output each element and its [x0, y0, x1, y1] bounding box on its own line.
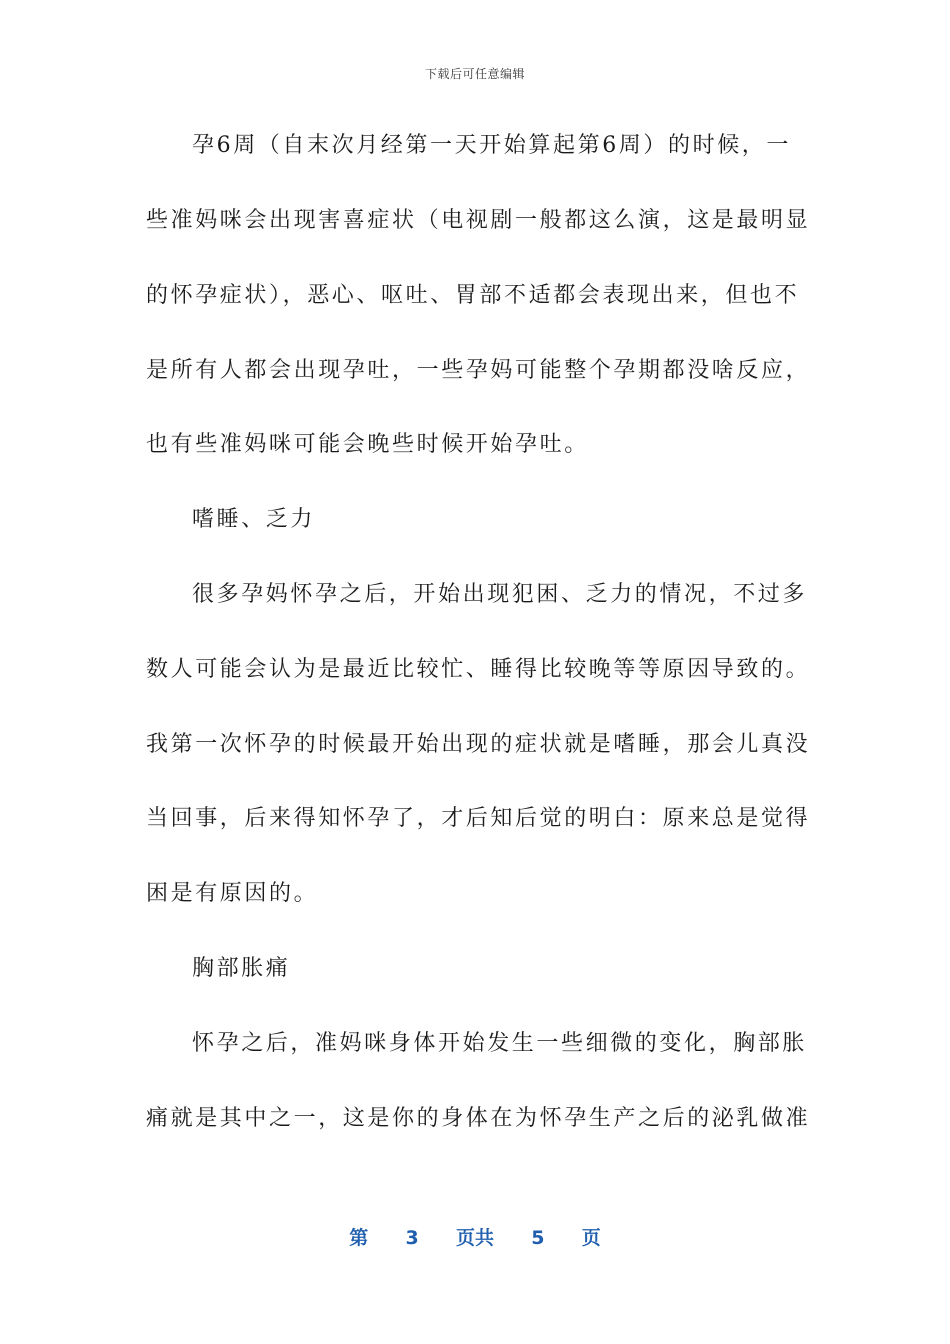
- total-pages-number: 5: [531, 1227, 545, 1249]
- section-heading: 嗜睡、乏力: [192, 507, 316, 532]
- paragraph-line: 怀孕之后，准妈咪身体开始发生一些细微的变化，胸部胀: [192, 1031, 808, 1056]
- paragraph-line: 当回事，后来得知怀孕了，才后知后觉的明白：原来总是觉得: [146, 806, 811, 831]
- page-number-prefix: 第: [349, 1227, 369, 1249]
- paragraph-line: 困是有原因的。: [146, 881, 319, 906]
- paragraph-line: 的怀孕症状），恶心、呕吐、胃部不适都会表现出来，但也不: [146, 283, 800, 308]
- paragraph-line: 孕6周（自末次月经第一天开始算起第6周）的时候，一: [192, 133, 791, 158]
- page-header: 下载后可任意编辑: [424, 67, 525, 81]
- paragraph-line: 我第一次怀孕的时候最开始出现的症状就是嗜睡，那会儿真没: [146, 732, 811, 757]
- page-footer: [0, 1225, 950, 1251]
- section-heading: 胸部胀痛: [192, 956, 291, 981]
- paragraph-line: 也有些准妈咪可能会晚些时候开始孕吐。: [146, 432, 589, 457]
- paragraph-line: 是所有人都会出现孕吐，一些孕妈可能整个孕期都没啥反应，: [146, 358, 811, 383]
- paragraph-line: 痛就是其中之一，这是你的身体在为怀孕生产之后的泌乳做准: [146, 1106, 811, 1131]
- page-number-suffix: 页: [581, 1227, 601, 1249]
- page-number-middle: 页共: [455, 1227, 494, 1249]
- paragraph-line: 数人可能会认为是最近比较忙、睡得比较晚等等原因导致的。: [146, 657, 811, 682]
- paragraph-line: 些准妈咪会出现害喜症状（电视剧一般都这么演，这是最明显: [146, 208, 811, 233]
- paragraph-line: 很多孕妈怀孕之后，开始出现犯困、乏力的情况，不过多: [192, 582, 808, 607]
- current-page-number: 3: [405, 1227, 419, 1249]
